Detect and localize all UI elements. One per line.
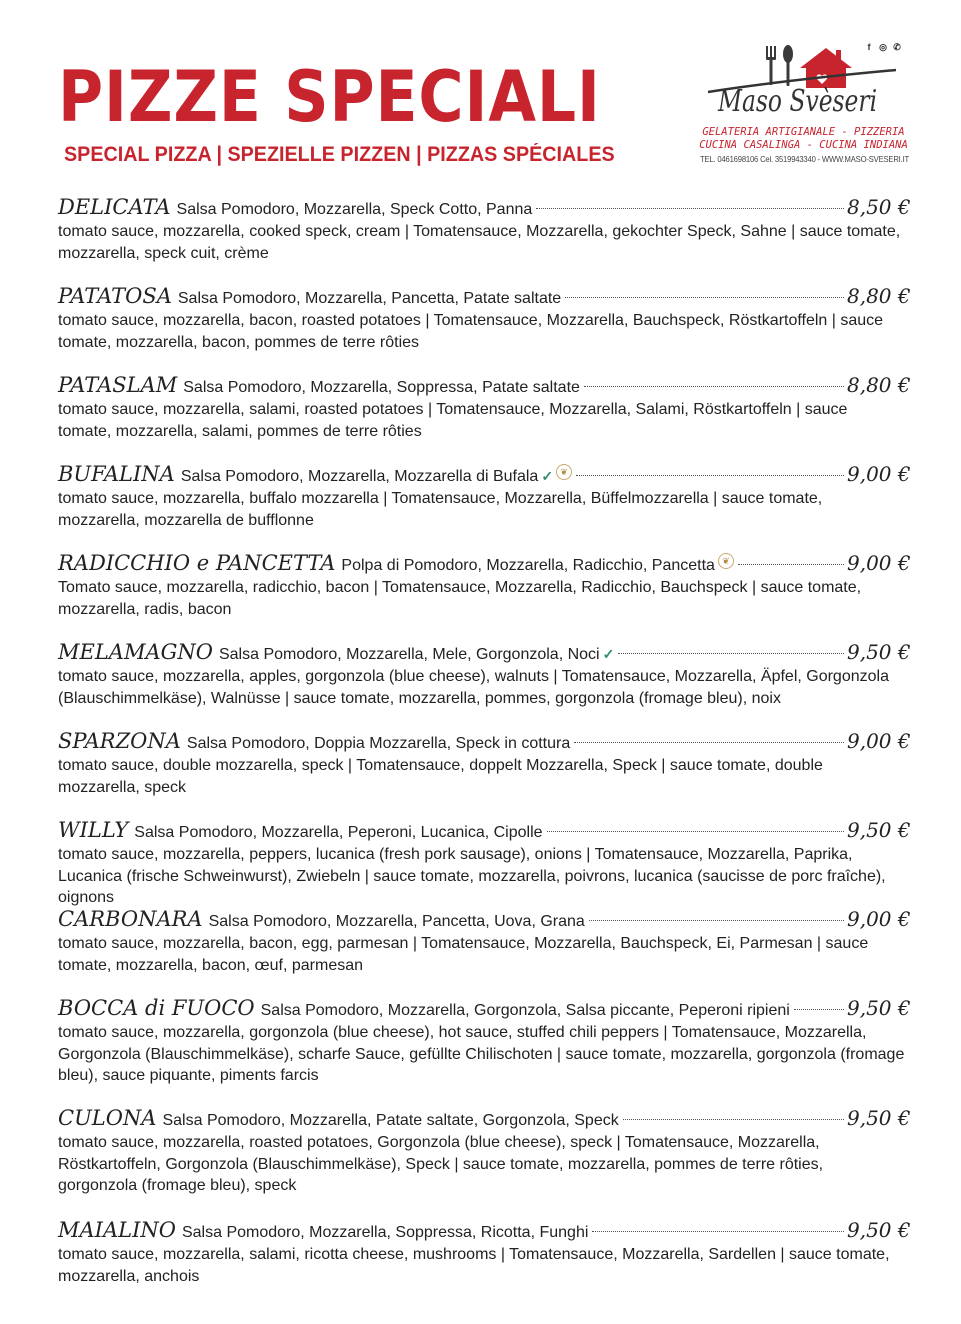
page-subtitle: SPECIAL PIZZA | SPEZIELLE PIZZEN | PIZZAS SPÉCIALES [64,143,615,166]
menu-item-melamagno [58,640,911,729]
item-description: tomato sauce, mozzarella, salami, roasted potatoes | Tomatensauce, Mozzarella, Salami, Röstkartoffeln | sauce tomate, mozzarella, salami, pommes de terre rôties [58,401,848,440]
item-ingredients: Salsa Pomodoro, Mozzarella, Pancetta, Patate saltate [177,290,562,307]
logo-tagline-2: CUCINA CASALINGA - CUCINA INDIANA [699,139,908,151]
leader-dots [547,831,844,832]
item-price: 9,50 € [847,996,911,1020]
item-name: MAIALINO [58,1218,176,1242]
menu-item-bocca-di-fuoco [58,996,911,1106]
menu-item-radicchio-pancetta [58,551,911,640]
item-ingredients: Salsa Pomodoro, Mozzarella, Mozzarella di Bufala [180,468,539,485]
item-name: RADICCHIO e PANCETTA [58,551,336,575]
item-price: 8,80 € [847,284,911,308]
menu-item-maialino [58,1218,911,1307]
menu-item-carbonara [58,907,911,996]
item-ingredients: Polpa di Pomodoro, Mozzarella, Radicchio, Pancetta [341,557,715,574]
item-description: tomato sauce, mozzarella, peppers, lucanica (fresh pork sausage), onions | Tomatensauce, Mozzarella, Paprika, Lucanica (frische Schweinwurst), Zwiebeln | sauce tomate, mozzarella, poivrons, lucanica (saucisse de porc fraîche), oignons [58,846,886,906]
leader-dots [576,475,844,476]
whatsapp-icon[interactable]: ✆ [893,41,901,52]
facebook-icon[interactable]: f [867,41,871,52]
leader-dots [536,208,844,209]
item-price: 8,80 € [847,373,911,397]
leader-dots [592,1231,844,1232]
leader-dots [565,297,844,298]
logo-contact: TEL. 0461698106 Cel. 3519943340 - WWW.MASO-SVESERI.IT [700,154,910,164]
leader-dots [584,386,844,387]
menu-item-willy [58,818,911,907]
item-price: 9,00 € [847,907,911,931]
social-icons [864,42,902,52]
vegetarian-check-icon: ✓ [602,646,615,662]
instagram-icon[interactable]: ◎ [879,41,887,52]
item-name: CULONA [58,1106,157,1130]
item-description: tomato sauce, mozzarella, buffalo mozzarella | Tomatensauce, Mozzarella, Büffelmozzarella | sauce tomate, mozzarella, mozzarella de bufflonne [58,490,823,529]
item-name: SPARZONA [58,729,181,753]
leader-dots [589,920,844,921]
logo [696,40,911,170]
item-description: tomato sauce, mozzarella, bacon, egg, parmesan | Tomatensauce, Mozzarella, Bauchspeck, Ei, Parmesan | sauce tomate, mozzarella, bacon, œuf, parmesan [58,935,869,974]
item-price: 9,00 € [847,729,911,753]
item-ingredients: Salsa Pomodoro, Mozzarella, Soppressa, Ricotta, Funghi [181,1224,589,1241]
page-title: PIZZE SPECIALI [58,56,601,138]
menu-list [58,195,911,1307]
item-price: 9,50 € [847,818,911,842]
leader-dots [574,742,844,743]
item-description: tomato sauce, mozzarella, bacon, roasted potatoes | Tomatensauce, Mozzarella, Bauchspeck, Röstkartoffeln | sauce tomate, mozzarella, bacon, pommes de terre rôties [58,312,884,351]
item-description: tomato sauce, mozzarella, cooked speck, cream | Tomatensauce, Mozzarella, gekochter Speck, Sahne | sauce tomate, mozzarella, speck cuit, crème [58,223,901,262]
item-price: 9,00 € [847,462,911,486]
item-name: DELICATA [58,195,171,219]
item-name: MELAMAGNO [58,640,213,664]
item-price: 9,00 € [847,551,911,575]
menu-item-patatosa [58,284,911,373]
item-description: tomato sauce, mozzarella, gorgonzola (blue cheese), hot sauce, stuffed chili peppers | Tomatensauce, Mozzarella, Gorgonzola (Blauschimmelkäse), scharfe Sauce, gefüllte Chilischoten | sauce tomate, mozzarella, gorgonzola (fromage bleu), sauce piquante, piments farcis [58,1024,905,1084]
menu-item-bufalina [58,462,911,551]
item-name: WILLY [58,818,129,842]
item-ingredients: Salsa Pomodoro, Mozzarella, Mele, Gorgonzola, Noci [218,646,600,663]
item-name: BOCCA di FUOCO [58,996,255,1020]
item-name: CARBONARA [58,907,203,931]
item-ingredients: Salsa Pomodoro, Mozzarella, Soppressa, Patate saltate [183,379,580,396]
item-price: 9,50 € [847,1218,911,1242]
menu-item-delicata [58,195,911,284]
item-price: 9,50 € [847,640,911,664]
eco-leaf-icon: ❦ [556,464,572,480]
item-description: tomato sauce, mozzarella, salami, ricotta cheese, mushrooms | Tomatensauce, Mozzarella, Sardellen | sauce tomate, mozzarella, anchois [58,1246,890,1285]
item-ingredients: Salsa Pomodoro, Mozzarella, Gorgonzola, Salsa piccante, Peperoni ripieni [260,1002,790,1019]
item-description: tomato sauce, mozzarella, roasted potatoes, Gorgonzola (blue cheese), speck | Tomatensauce, Mozzarella, Röstkartoffeln, Gorgonzola (Blauschimmelkäse), Speck | sauce tomate, mozzarella, pommes de terre rôties, gorgonzola (fromage bleu), speck [58,1134,824,1194]
menu-item-culona [58,1106,911,1218]
eco-leaf-icon: ❦ [718,553,734,569]
menu-item-sparzona [58,729,911,818]
logo-tagline-1: GELATERIA ARTIGIANALE - PIZZERIA [702,126,905,138]
item-price: 9,50 € [847,1106,911,1130]
leader-dots [623,1119,844,1120]
item-description: tomato sauce, double mozzarella, speck | Tomatensauce, doppelt Mozzarella, Speck | sauce tomate, double mozzarella, speck [58,757,823,796]
item-description: tomato sauce, mozzarella, apples, gorgonzola (blue cheese), walnuts | Tomatensauce, Mozzarella, Äpfel, Gorgonzola (Blauschimmelkäse), Walnüsse | sauce tomate, mozzarella, pommes, gorgonzola (fromage bleu), noix [58,668,889,707]
item-ingredients: Salsa Pomodoro, Mozzarella, Patate saltate, Gorgonzola, Speck [162,1112,619,1129]
logo-name: Maso Svèseri [718,84,878,119]
menu-item-pataslam [58,373,911,462]
item-ingredients: Salsa Pomodoro, Doppia Mozzarella, Speck in cottura [186,735,571,752]
vegetarian-check-icon: ✓ [541,468,554,484]
item-name: BUFALINA [58,462,175,486]
item-ingredients: Salsa Pomodoro, Mozzarella, Peperoni, Lucanica, Cipolle [134,824,543,841]
item-name: PATASLAM [58,373,178,397]
leader-dots [794,1009,844,1010]
item-ingredients: Salsa Pomodoro, Mozzarella, Pancetta, Uova, Grana [208,913,585,930]
item-price: 8,50 € [847,195,911,219]
item-description: Tomato sauce, mozzarella, radicchio, bacon | Tomatensauce, Mozzarella, Radicchio, Bauchspeck | sauce tomate, mozzarella, radis, bacon [58,579,862,618]
leader-dots [738,564,844,565]
item-name: PATATOSA [58,284,172,308]
leader-dots [618,653,844,654]
item-ingredients: Salsa Pomodoro, Mozzarella, Speck Cotto, Panna [176,201,533,218]
